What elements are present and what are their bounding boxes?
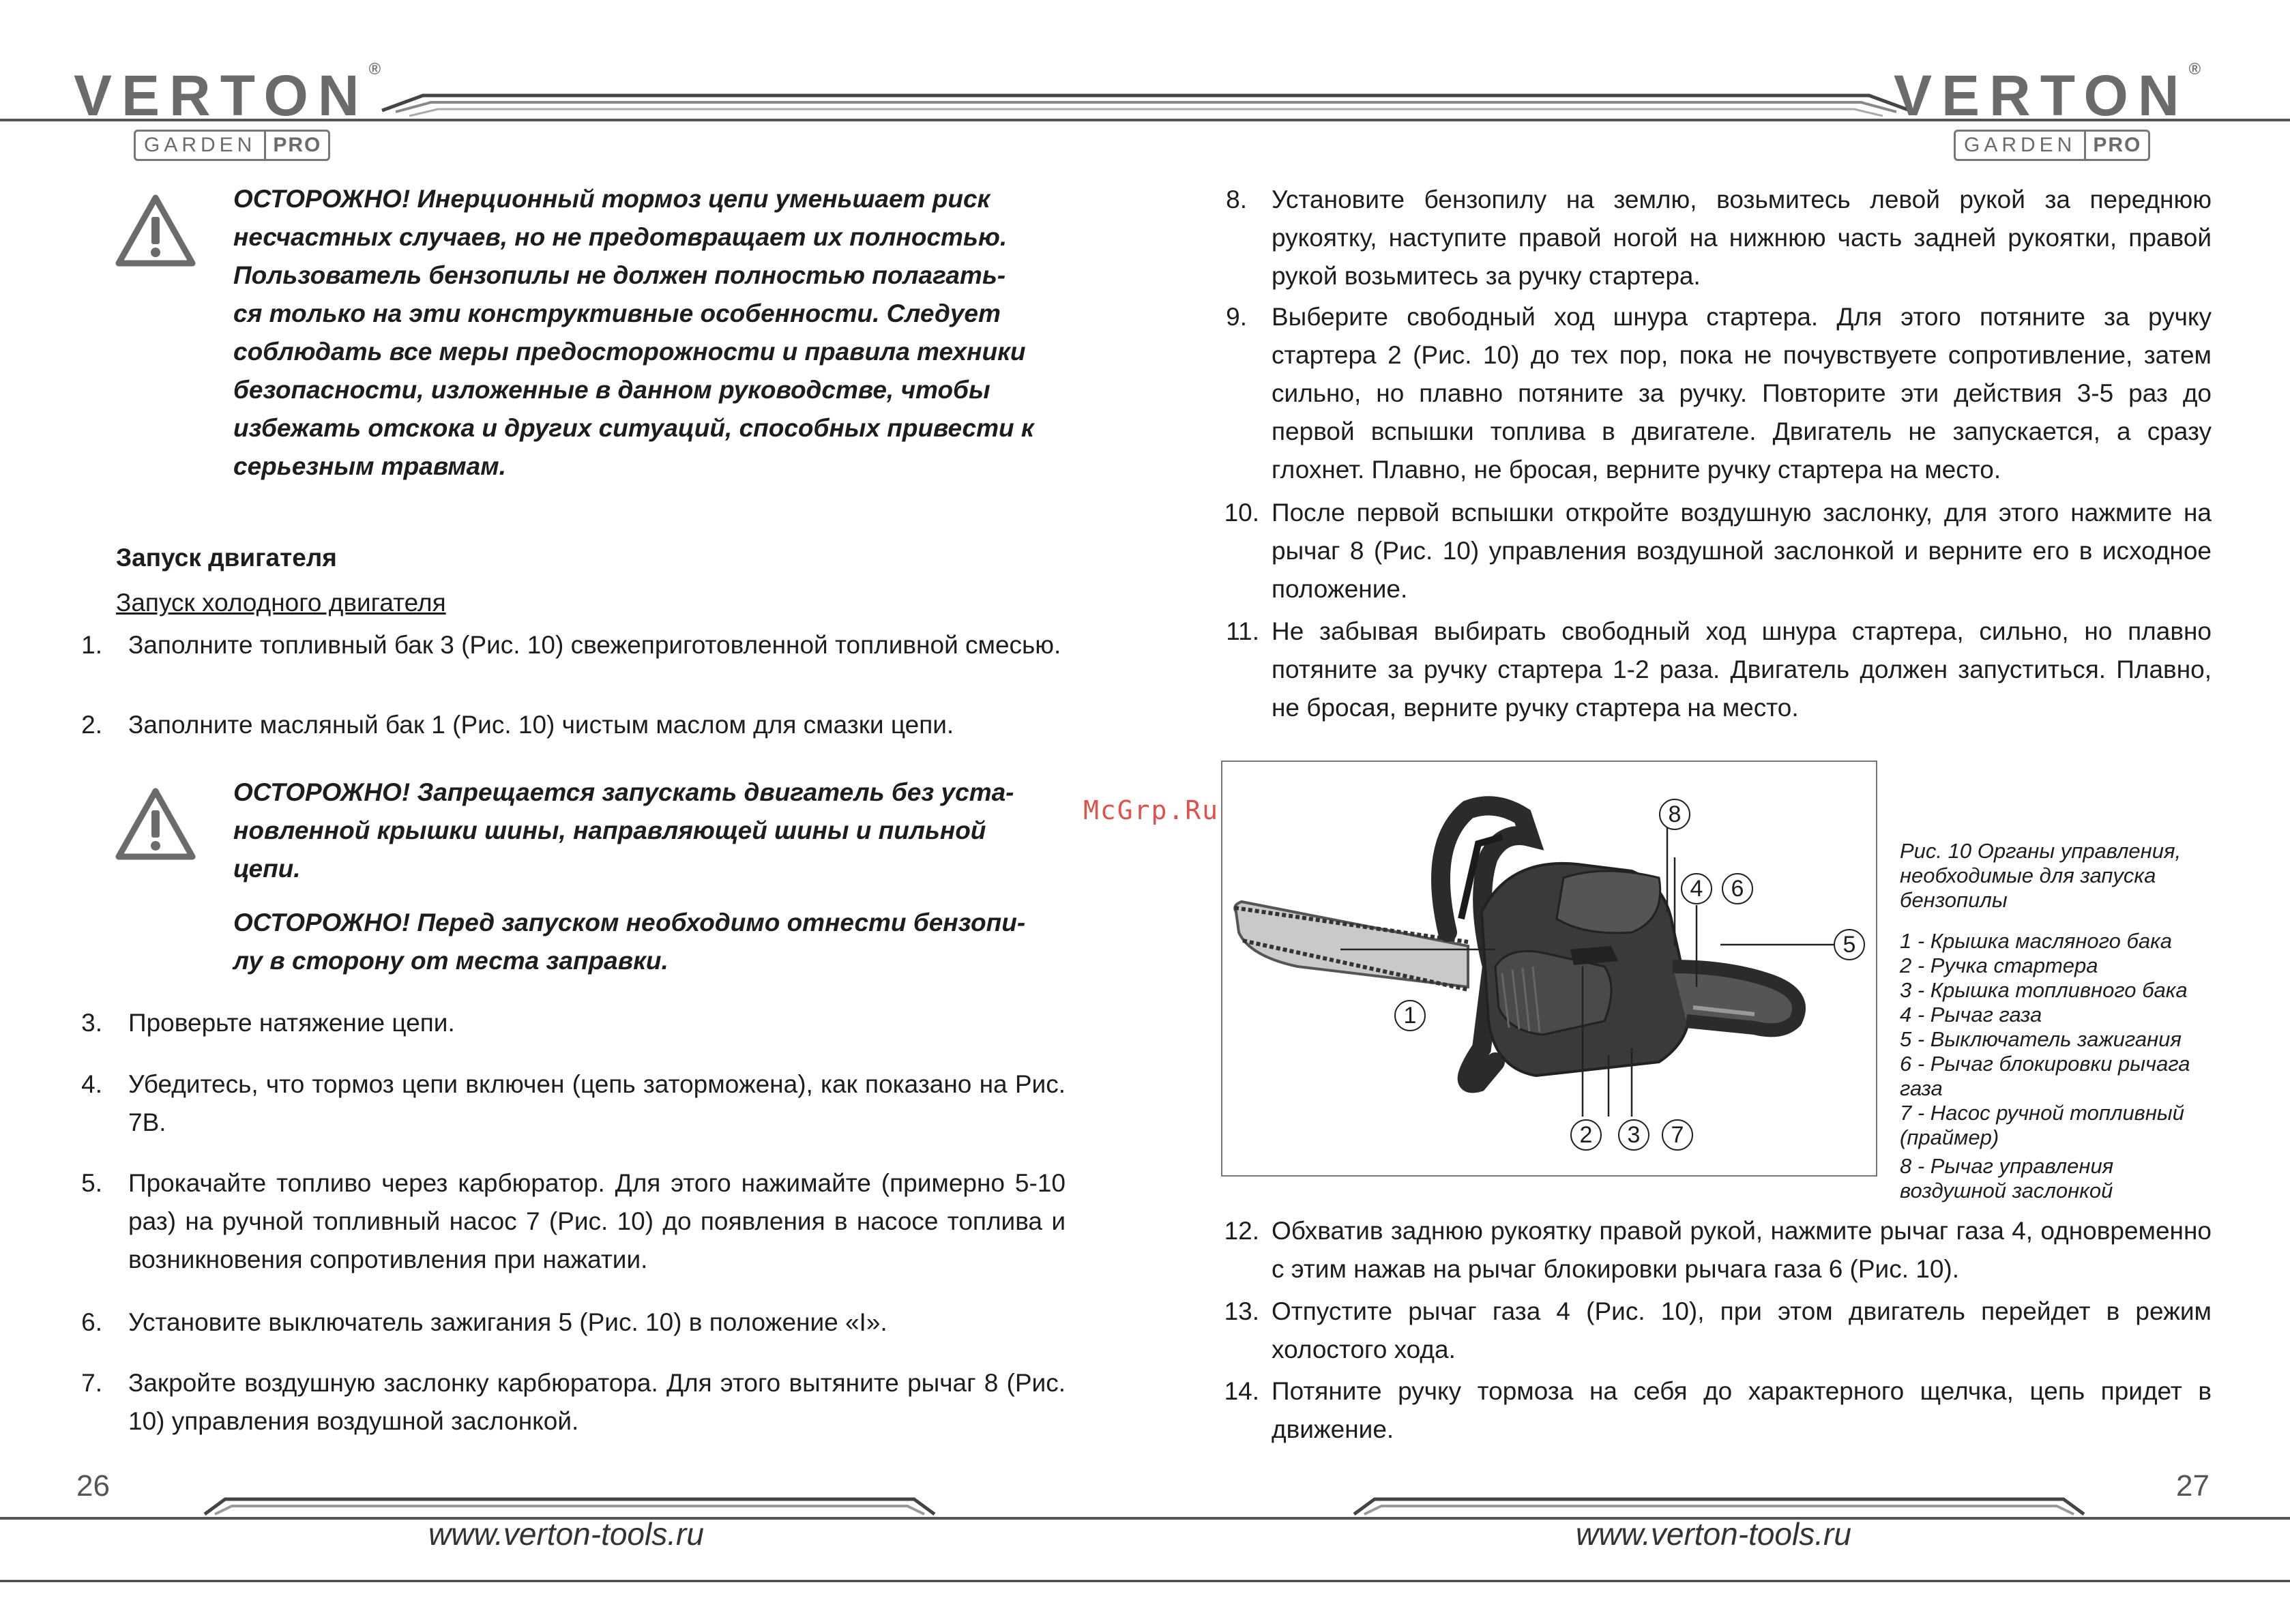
warning-line: избежать отскока и других ситуаций, способных привести к [233,414,1034,442]
footer-url-left[interactable]: www.verton-tools.ru [428,1516,704,1552]
registered-mark: ® [2188,60,2201,78]
warning-line: безопасности, изложенные в данном руководстве, чтобы [233,376,990,404]
legend-line: воздушной заслонкой [1900,1179,2113,1202]
legend-line: 5 - Выключатель зажигания [1900,1027,2182,1051]
section-title: Запуск двигателя [116,544,337,572]
callout-8: 8 [1659,799,1690,830]
warning-line: цепи. [233,855,301,883]
legend-line: 6 - Рычаг блокировки рычага [1900,1052,2190,1076]
warning-line: ОСТОРОЖНО! Запрещается запускать двигатель без уста- [233,778,1014,806]
callout-1: 1 [1394,1000,1426,1031]
list-item-text: Убедитесь, что тормоз цепи включен (цепь заторможена), как показано на Рис. 7В. [128,1070,1066,1136]
subsection-title: Запуск холодного двигателя [116,589,446,617]
list-item-text: Отпустите рычаг газа 4 (Рис. 10), при этом двигатель перейдет в режим холостого хода. [1272,1297,2212,1363]
brand-logo-text: VERTON [74,63,369,128]
list-item [1218,1372,2212,1449]
list-item-number: 12. [1224,1217,1259,1245]
callout-7: 7 [1662,1119,1693,1151]
list-item-text: Обхватив заднюю рукоятку правой рукой, нажмите рычаг газа 4, одновременно с этим нажав на рычаг блокировки рычага газа 6 (Рис. 10). [1272,1217,2212,1283]
brand-logo-right [1894,60,2201,128]
watermark: McGrp.Ru [1083,795,1220,825]
legend-line: газа [1900,1076,1943,1100]
list-item-number: 4. [81,1070,102,1098]
figure-caption [1900,839,2282,913]
callout-3: 3 [1618,1119,1649,1151]
caption-line: бензопилы [1900,888,2008,912]
warning-block-1 [233,180,1079,486]
warning-line: ОСТОРОЖНО! Инерционный тормоз цепи уменьшает риск [233,185,990,213]
list-item [1218,298,2212,489]
caption-line: Рис. 10 Органы управления, [1900,839,2182,863]
list-item-text: Заполните масляный бак 1 (Рис. 10) чистым маслом для смазки цепи. [128,711,954,739]
legend-line: (праймер) [1900,1125,1999,1149]
list-item-text: Закройте воздушную заслонку карбюратора. Для этого вытяните рычаг 8 (Рис. 10) управления воздушной заслонкой. [128,1369,1066,1435]
warning-line: Пользователь бензопилы не должен полностью полагать- [233,261,1006,289]
callout-4: 4 [1681,873,1712,904]
warning-line: ОСТОРОЖНО! Перед запуском необходимо отнести бензопи- [233,909,1026,936]
registered-mark: ® [368,60,381,78]
legend-line: 3 - Крышка топливного бака [1900,978,2188,1002]
warning-block-2 [233,773,1079,888]
list-item [75,1004,1066,1042]
list-item-number: 6. [81,1308,102,1336]
list-item [1218,1293,2212,1369]
warning-line: лу в сторону от места заправки. [233,947,669,975]
list-item [1218,1212,2212,1288]
list-item [1218,494,2212,608]
list-item [75,1164,1066,1279]
list-item-text: Проверьте натяжение цепи. [128,1009,455,1037]
warning-line: несчастных случаев, но не предотвращает их полностью. [233,223,1008,251]
list-item-number: 14. [1224,1377,1259,1405]
list-item-number: 2. [81,711,102,739]
list-item-number: 9. [1226,303,1247,331]
list-item-number: 10. [1224,499,1259,527]
footer-url-right[interactable]: www.verton-tools.ru [1576,1516,1851,1552]
list-item-number: 1. [81,631,102,659]
brand-sub-right [1954,130,2150,161]
warning-triangle-icon [113,786,198,863]
list-item [75,1065,1066,1142]
figure-legend [1900,929,2282,1203]
list-item-text: Прокачайте топливо через карбюратор. Для этого нажимайте (примерно 5-10 раз) на ручной топливный насос 7 (Рис. 10) до появления в насосе топлива и возникновения сопротивления при нажатии. [128,1169,1066,1273]
list-item [75,1364,1066,1441]
brand-sub-left [134,130,330,161]
page-number-left: 26 [76,1469,110,1503]
list-item [75,706,1066,744]
brand-logo-text: VERTON [1894,63,2189,128]
warning-block-3 [233,904,1079,980]
legend-line: 2 - Ручка стартера [1900,954,2098,977]
warning-line: ся только на эти конструктивные особенности. Следует [233,299,1001,327]
brand-logo-left [74,60,381,128]
warning-triangle-icon [113,192,198,270]
list-item-number: 7. [81,1369,102,1397]
list-item-text: После первой вспышки откройте воздушную заслонку, для этого нажмите на рычаг 8 (Рис. 10) управления воздушной заслонкой и верните его в исходное положение. [1272,499,2212,603]
list-item-text: Не забывая выбирать свободный ход шнура стартера, сильно, но плавно потяните за ручку стартера 1-2 раза. Двигатель должен запуститься. Плавно, не бросая, верните ручку стартера на место. [1272,617,2212,722]
brand-sub-garden: GARDEN [1956,132,2086,159]
chainsaw-illustration [1222,762,1876,1175]
list-item [75,1303,1066,1342]
legend-line: 7 - Насос ручной топливный [1900,1101,2184,1125]
list-item-number: 3. [81,1009,102,1037]
warning-line: новленной крышки шины, направляющей шины и пильной [233,816,986,844]
list-item-number: 13. [1224,1297,1259,1325]
warning-line: серьезным травмам. [233,452,506,480]
list-item-text: Выберите свободный ход шнура стартера. Для этого потяните за ручку стартера 2 (Рис. 10) до тех пор, пока не почувствуете сопротивление, затем сильно, но плавно потяните за ручку. Повторите эти действия 3-5 раз до первой вспышки топлива в двигателе. Двигатель не запускается, а сразу глохнет. Плавно, не бросая, верните ручку стартера на место. [1272,303,2212,484]
brand-sub-garden: GARDEN [136,132,266,159]
bottom-divider [0,1577,2290,1585]
legend-line: 1 - Крышка масляного бака [1900,929,2173,953]
warning-line: соблюдать все меры предосторожности и правила техники [233,338,1026,366]
callout-5: 5 [1834,929,1865,960]
list-item-number: 11. [1226,617,1259,645]
list-item [1218,612,2212,727]
list-item-number: 5. [81,1169,102,1197]
callout-2: 2 [1570,1119,1602,1151]
list-item-text: Установите выключатель зажигания 5 (Рис. 10) в положение «I». [128,1308,887,1336]
legend-line: 4 - Рычаг газа [1900,1003,2042,1027]
brand-sub-pro: PRO [273,134,322,156]
legend-line: 8 - Рычаг управления [1900,1154,2114,1178]
list-item [1218,181,2212,295]
list-item-text: Заполните топливный бак 3 (Рис. 10) свежеприготовленной топливной смесью. [128,631,1061,659]
brand-sub-pro: PRO [2093,134,2142,156]
page-number-right: 27 [2176,1469,2210,1503]
list-item-text: Потяните ручку тормоза на себя до характерного щелчка, цепь придет в движение. [1272,1377,2212,1443]
list-item-text: Установите бензопилу на землю, возьмитесь левой рукой за переднюю рукоятку, наступите правой ногой на нижнюю часть задней рукоятки, правой рукой возьмитесь за ручку стартера. [1272,186,2212,290]
footer-decoration [0,1480,2290,1535]
list-item-number: 8. [1226,186,1247,213]
list-item [75,626,1066,664]
caption-line: необходимые для запуска [1900,863,2156,887]
callout-6: 6 [1722,873,1753,904]
